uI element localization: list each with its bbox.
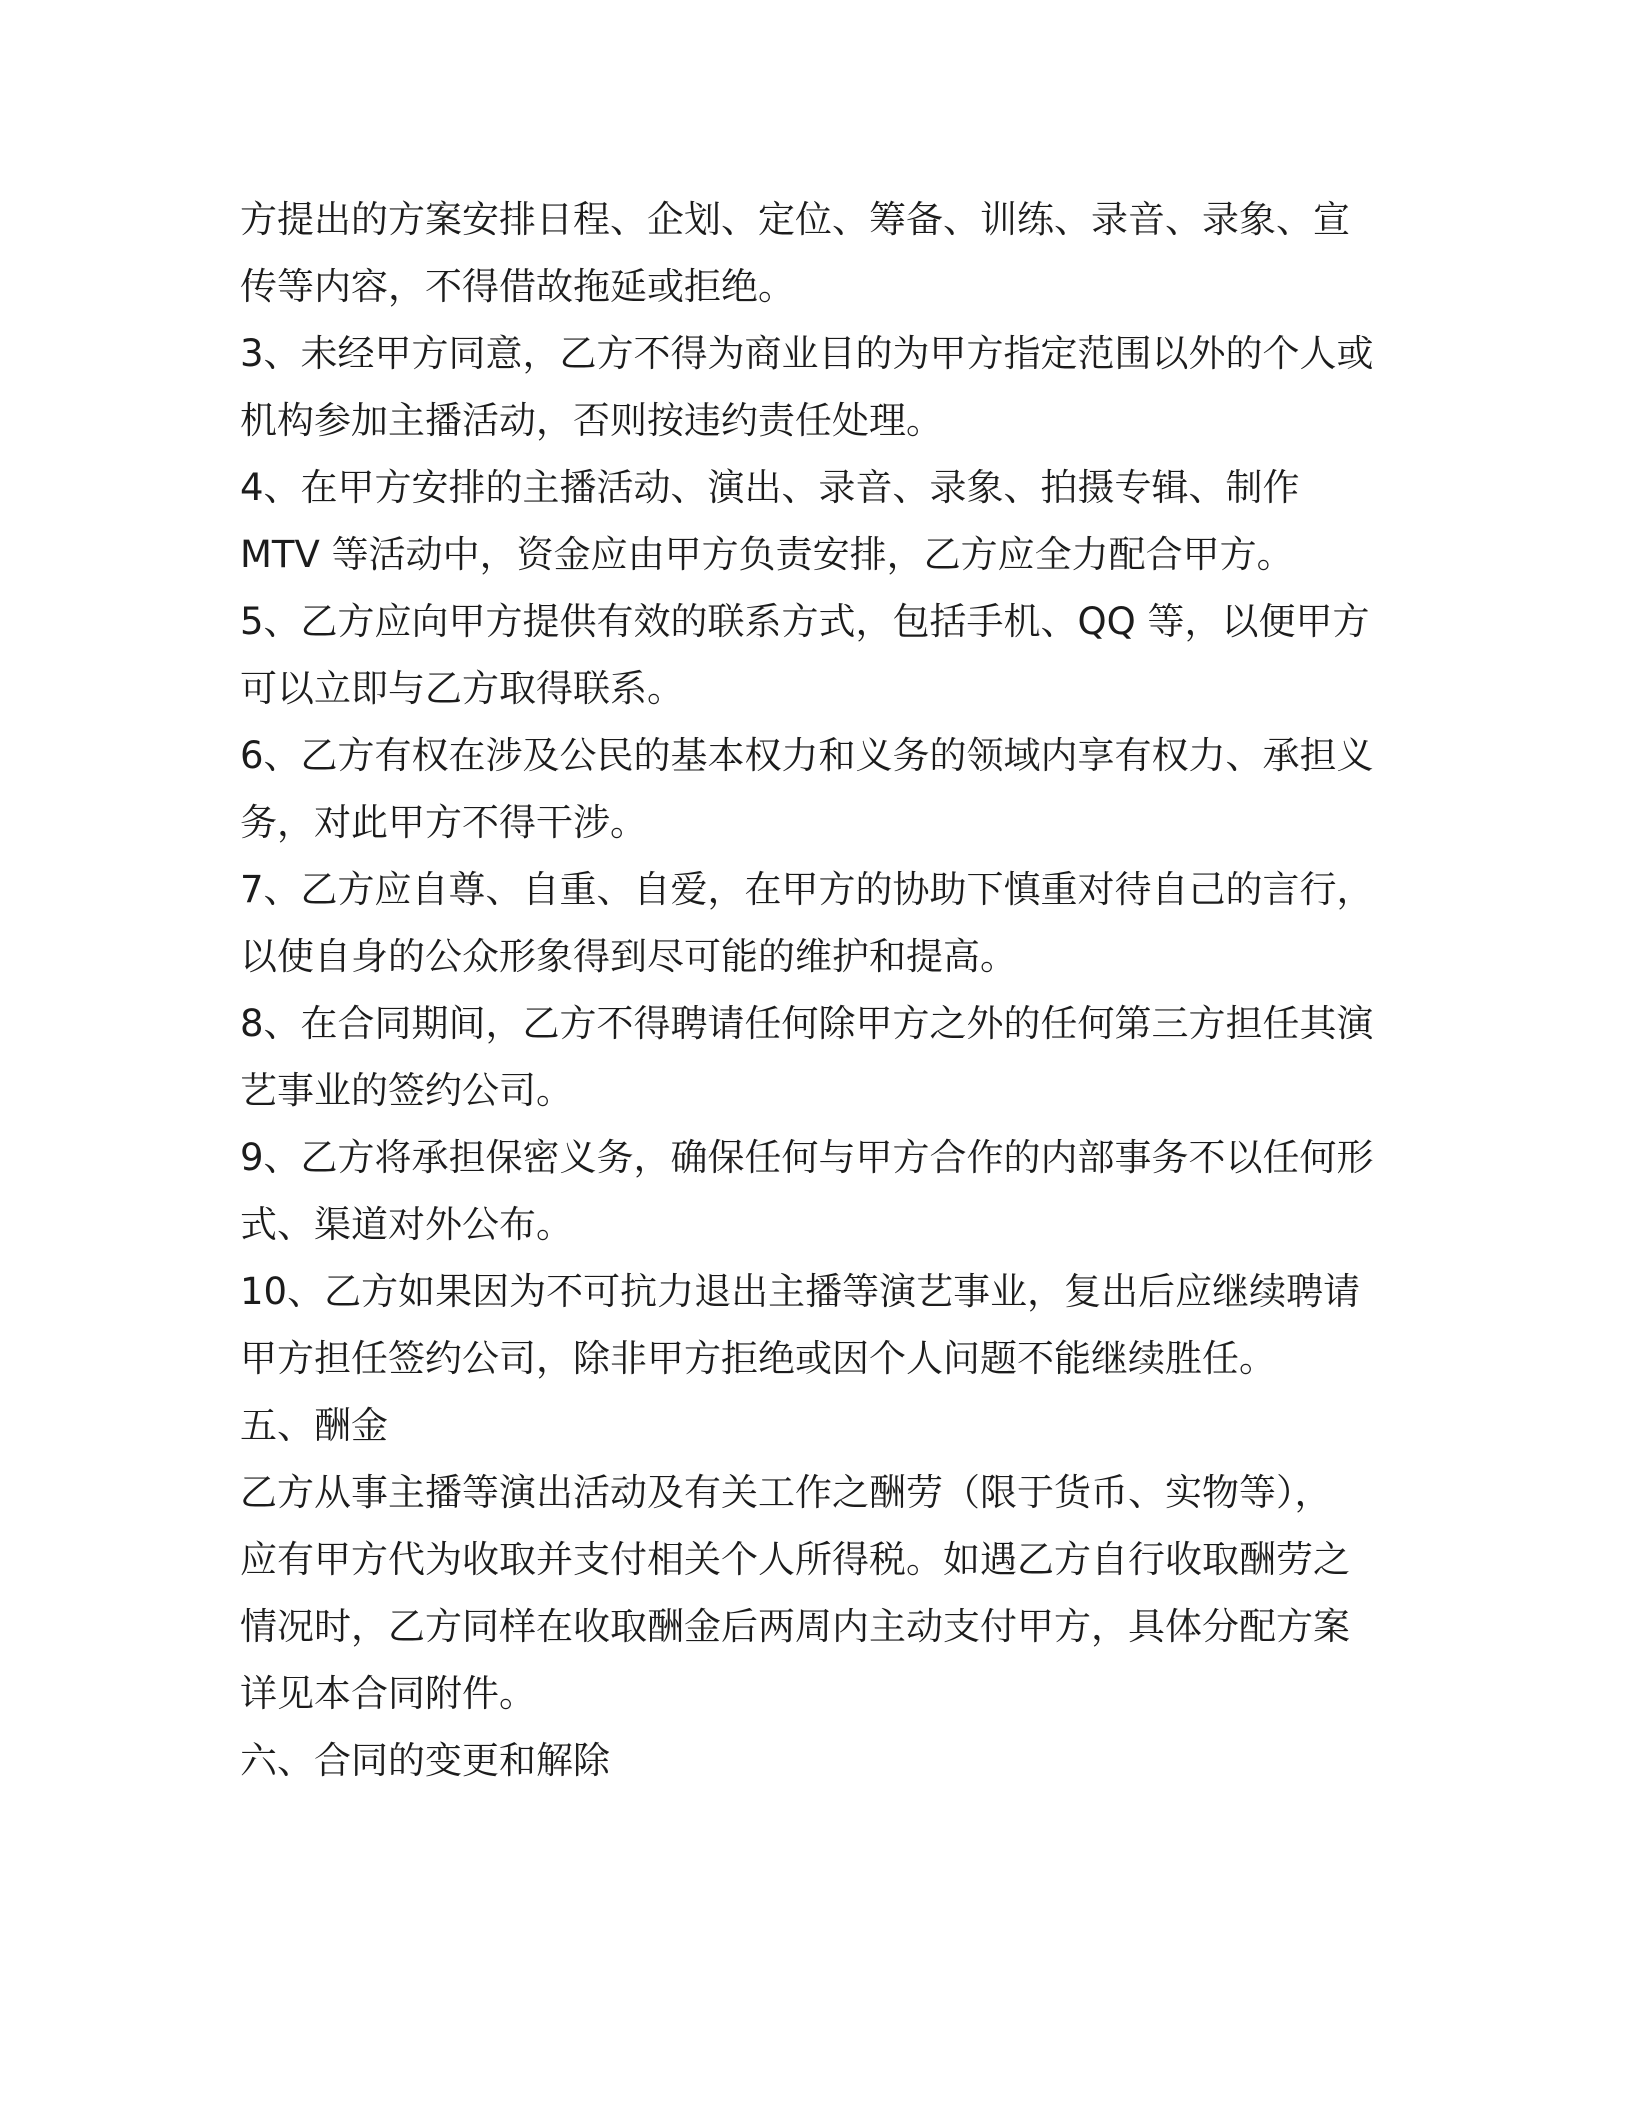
text-line: 传等内容，不得借故拖延或拒绝。 [240,265,795,308]
text-line: 可以立即与乙方取得联系。 [240,667,684,710]
text-line: 方提出的方案安排日程、企划、定位、筹备、训练、录音、录象、宣 [240,198,1350,241]
clause-8-line: 8、在合同期间，乙方不得聘请任何除甲方之外的任何第三方担任其演 [240,1002,1374,1045]
text-line: 以使自身的公众形象得到尽可能的维护和提高。 [240,935,1017,978]
clause-9-line: 9、乙方将承担保密义务，确保任何与甲方合作的内部事务不以任何形 [240,1136,1374,1179]
text-line: 式、渠道对外公布。 [240,1203,573,1246]
section-heading-remuneration: 五、酬金 [240,1404,388,1447]
clause-5-line: 5、乙方应向甲方提供有效的联系方式，包括手机、QQ 等，以便甲方 [240,600,1370,643]
text-line: MTV 等活动中，资金应由甲方负责安排，乙方应全力配合甲方。 [240,533,1294,576]
clause-4-line: 4、在甲方安排的主播活动、演出、录音、录象、拍摄专辑、制作 [240,466,1300,509]
document-page [240,186,1390,1794]
clause-3-line: 3、未经甲方同意，乙方不得为商业目的为甲方指定范围以外的个人或 [240,332,1374,375]
text-line: 乙方从事主播等演出活动及有关工作之酬劳（限于货币、实物等）， [240,1471,1332,1514]
clause-6-line: 6、乙方有权在涉及公民的基本权力和义务的领域内享有权力、承担义 [240,734,1374,777]
text-line: 机构参加主播活动，否则按违约责任处理。 [240,399,943,442]
text-line: 务，对此甲方不得干涉。 [240,801,647,844]
text-line: 应有甲方代为收取并支付相关个人所得税。如遇乙方自行收取酬劳之 [240,1538,1350,1581]
text-line: 艺事业的签约公司。 [240,1069,573,1112]
text-line: 情况时，乙方同样在收取酬金后两周内主动支付甲方，具体分配方案 [240,1605,1350,1648]
clause-10-line: 10、乙方如果因为不可抗力退出主播等演艺事业，复出后应继续聘请 [240,1270,1361,1313]
text-line: 甲方担任签约公司，除非甲方拒绝或因个人问题不能继续胜任。 [240,1337,1276,1380]
text-line: 详见本合同附件。 [240,1672,536,1715]
clause-7-line: 7、乙方应自尊、自重、自爱，在甲方的协助下慎重对待自己的言行， [240,868,1374,911]
section-heading-contract-change: 六、合同的变更和解除 [240,1739,610,1782]
